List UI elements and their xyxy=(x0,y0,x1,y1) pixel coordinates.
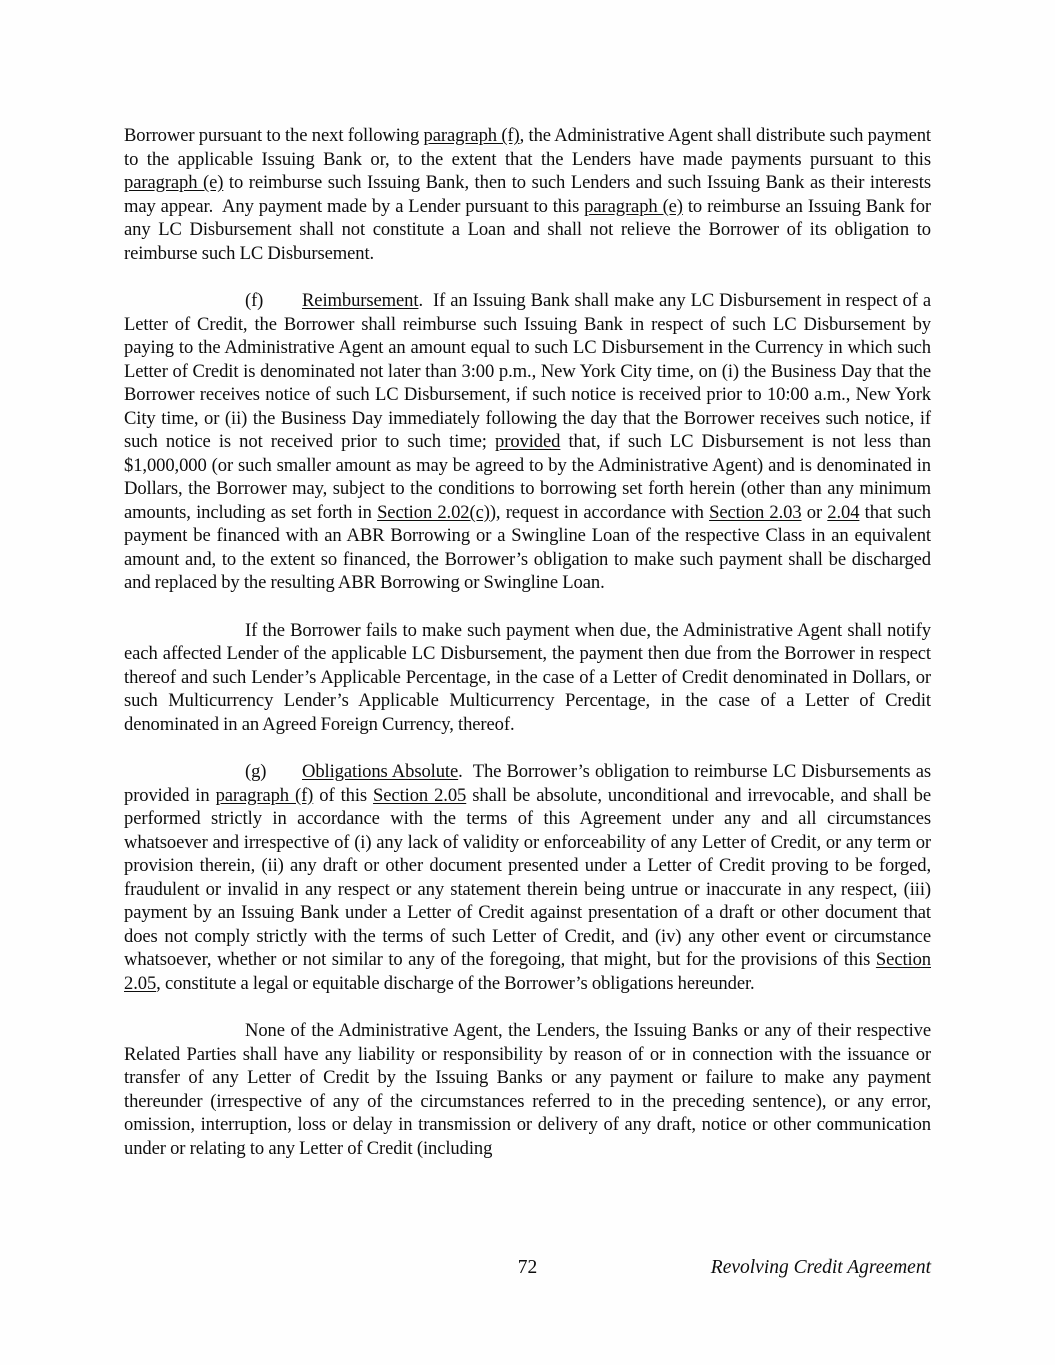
underlined-reference: Reimbursement xyxy=(302,290,419,311)
page-body xyxy=(124,124,931,1184)
text-run: . If an Issuing Bank shall make any LC Disbursement in respect of a Letter of Credit, the Borrower shall reimburse such Issuing Bank in respect of such LC Disbursement by paying to the Administrative Agent an amount equal to such LC Disbursement in the Currency in which such Letter of Credit is denominated not later than 3:00 p.m., New York City time, on (i) the Business Day that the Borrower receives notice of such LC Disbursement, if such notice is received prior to 10:00 a.m., New York City time, or (ii) the Business Day immediately following the day that the Borrower receives such notice, if such notice is not received prior to such time; xyxy=(124,290,931,452)
underlined-reference: 2.04 xyxy=(827,501,860,523)
underlined-reference: paragraph (e) xyxy=(584,195,683,217)
underlined-reference: Obligations Absolute xyxy=(302,761,459,782)
page-footer xyxy=(124,1256,931,1284)
text-run: that, if such LC Disbursement is not less than $1,000,000 (or such smaller amount as may be agreed to by the Administrative Agent) and is denominated in Dollars, the Borrower may, subject to the conditions to borrowing set forth herein (other than any minimum amounts, including as set forth in xyxy=(124,431,931,523)
text-run: to reimburse such Issuing Bank, then to such Lenders and such Issuing Bank as their interests may appear. Any payment made by a Lender pursuant to this xyxy=(124,172,931,217)
paragraph-liability-disclaimer xyxy=(124,1019,931,1160)
text-run: (g) xyxy=(245,761,267,782)
paragraph-f-reimbursement xyxy=(124,289,931,595)
underlined-reference: provided xyxy=(495,431,561,452)
text-run: Borrower pursuant to the next following xyxy=(124,125,424,146)
text-run: (f) xyxy=(245,290,264,311)
text-run: of this xyxy=(313,784,374,806)
doc-title: Revolving Credit Agreement xyxy=(710,1257,931,1278)
page-number: 72 xyxy=(517,1257,538,1278)
paragraph-g-obligations-absolute xyxy=(124,760,931,995)
paragraph-payment-notice xyxy=(124,619,931,737)
text-run: or xyxy=(801,501,828,523)
text-run: , constitute a legal or equitable discharge of the Borrower’s obligations hereunder. xyxy=(156,972,755,994)
underlined-reference: Section 2.05 xyxy=(124,949,931,994)
text-run: . The Borrower’s obligation to reimburse LC Disbursements as provided in xyxy=(124,761,931,806)
text-run: ), request in accordance with xyxy=(489,501,710,523)
text-run: If the Borrower fails to make such payment when due, the Administrative Agent shall notify each affected Lender of the applicable LC Disbursement, the payment then due from the Borrower in respect thereof and such Lender’s Applicable Percentage, in the case of a Letter of Credit denominated in Dollars, or such Multicurrency Lender’s Applicable Multicurrency Percentage, in the case of a Letter of Credit denominated in an Agreed Foreign Currency, thereof. xyxy=(124,619,931,735)
underlined-reference: paragraph (f) xyxy=(215,784,314,806)
underlined-reference: Section 2.05 xyxy=(373,784,467,806)
underlined-reference: paragraph (f) xyxy=(423,125,520,146)
text-run: , the Administrative Agent shall distribute such payment to the applicable Issuing Bank or, to the extent that the Lenders have made payments pursuant to this xyxy=(124,125,931,170)
underlined-reference: Section 2.03 xyxy=(709,501,802,523)
paragraph-continuation xyxy=(124,124,931,265)
text-run: to reimburse an Issuing Bank for any LC Disbursement shall not constitute a Loan and shall not relieve the Borrower of its obligation to reimburse such LC Disbursement. xyxy=(124,195,931,264)
text-run: None of the Administrative Agent, the Lenders, the Issuing Banks or any of their respective Related Parties shall have any liability or responsibility by reason of or in connection with the issuance or transfer of any Letter of Credit by the Issuing Banks or any payment or failure to make any payment thereunder (irrespective of any of the circumstances referred to in the preceding sentence), or any error, omission, interruption, loss or delay in transmission or delivery of any draft, notice or other communication under or relating to any Letter of Credit (including xyxy=(124,1020,931,1159)
text-run: shall be absolute, unconditional and irrevocable, and shall be performed strictly in accordance with the terms of this Agreement under any and all circumstances whatsoever and irrespective of (i) any lack of validity or enforceability of any Letter of Credit, or any term or provision therein, (ii) any draft or other document presented under a Letter of Credit proving to be forged, fraudulent or invalid in any respect or any statement therein being untrue or inaccurate in any respect, (iii) payment by an Issuing Bank under a Letter of Credit against presentation of a draft or other document that does not comply strictly with the terms of such Letter of Credit, and (iv) any other event or circumstance whatsoever, whether or not similar to any of the foregoing, that might, but for the provisions of this xyxy=(124,784,931,970)
underlined-reference: Section 2.02(c) xyxy=(377,501,490,523)
underlined-reference: paragraph (e) xyxy=(124,172,224,193)
text-run: that such payment be financed with an ABR Borrowing or a Swingline Loan of the respective Class in an equivalent amount and, to the extent so financed, the Borrower’s obligation to make such payment shall be discharged and replaced by the resulting ABR Borrowing or Swingline Loan. xyxy=(124,501,932,593)
